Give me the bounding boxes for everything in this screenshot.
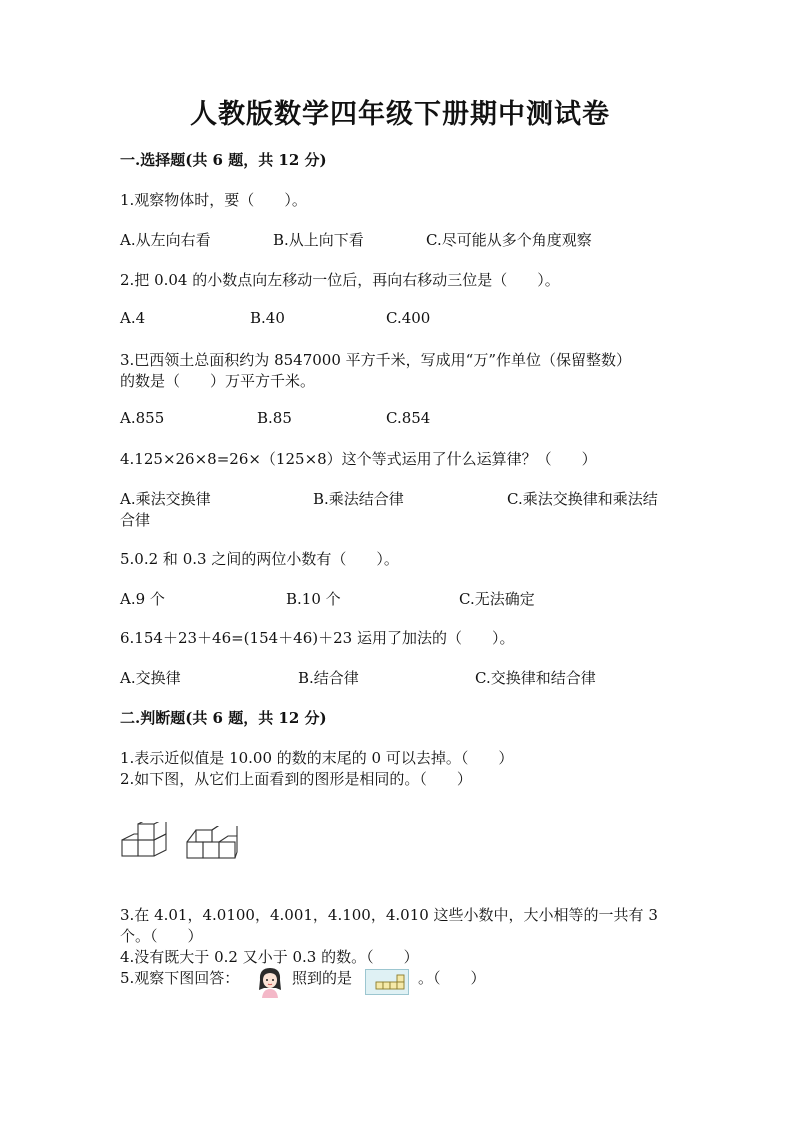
question-6: 6.154＋23＋46=(154＋46)＋23 运用了加法的（ ）。 bbox=[120, 629, 515, 647]
q6-option-c: C.交换律和结合律 bbox=[475, 669, 596, 687]
q1-option-b: B.从上向下看 bbox=[273, 231, 364, 249]
q6-option-a: A.交换律 bbox=[120, 669, 181, 687]
q5-option-a: A.9 个 bbox=[120, 590, 165, 608]
judgement-5-suffix: 。（ ） bbox=[418, 969, 486, 987]
section-heading-choice: 一.选择题(共 6 题，共 12 分) bbox=[120, 151, 327, 169]
question-2: 2.把 0.04 的小数点向左移动一位后，再向右移动三位是（ ）。 bbox=[120, 271, 560, 289]
top-view-figure bbox=[365, 969, 409, 995]
q3-option-c: C.854 bbox=[386, 409, 431, 427]
q4-option-b: B.乘法结合律 bbox=[313, 490, 404, 508]
question-3-line2: 的数是（ ）万平方千米。 bbox=[120, 372, 316, 390]
q6-option-b: B.结合律 bbox=[298, 669, 359, 687]
q3-option-a: A.855 bbox=[120, 409, 165, 427]
q1-option-c: C.尽可能从多个角度观察 bbox=[426, 231, 592, 249]
q4-option-c: C.乘法交换律和乘法结 bbox=[507, 490, 658, 508]
judgement-5-prefix: 5.观察下图回答： bbox=[120, 969, 240, 987]
q5-option-b: B.10 个 bbox=[286, 590, 341, 608]
judgement-3-line1: 3.在 4.01，4.0100，4.001，4.100，4.010 这些小数中，大小相等的一共有 3 bbox=[120, 906, 658, 924]
judgement-5-middle: 照到的是 bbox=[292, 969, 353, 987]
judgement-2: 2.如下图，从它们上面看到的图形是相同的。（ ） bbox=[120, 770, 472, 788]
question-5: 5.0.2 和 0.3 之间的两位小数有（ ）。 bbox=[120, 550, 399, 568]
question-1: 1.观察物体时，要（ ）。 bbox=[120, 191, 307, 209]
q2-option-a: A.4 bbox=[120, 309, 146, 327]
cube-figure-right bbox=[186, 826, 240, 862]
q2-option-b: B.40 bbox=[250, 309, 285, 327]
judgement-4: 4.没有既大于 0.2 又小于 0.3 的数。（ ） bbox=[120, 948, 419, 966]
page-title: 人教版数学四年级下册期中测试卷 bbox=[190, 99, 610, 130]
q3-option-b: B.85 bbox=[257, 409, 292, 427]
judgement-3-line2: 个。（ ） bbox=[120, 927, 203, 945]
q1-option-a: A.从左向右看 bbox=[120, 231, 211, 249]
q2-option-c: C.400 bbox=[386, 309, 431, 327]
question-3-line1: 3.巴西领土总面积约为 8547000 平方千米，写成用“万”作单位（保留整数） bbox=[120, 351, 631, 369]
question-4: 4.125×26×8=26×（125×8）这个等式运用了什么运算律？（ ） bbox=[120, 450, 597, 468]
q5-option-c: C.无法确定 bbox=[459, 590, 535, 608]
judgement-1: 1.表示近似值是 10.00 的数的末尾的 0 可以去掉。（ ） bbox=[120, 749, 514, 767]
section-heading-judgement: 二.判断题(共 6 题，共 12 分) bbox=[120, 709, 327, 727]
cube-figure-left bbox=[121, 822, 173, 862]
q4-option-c-wrap: 合律 bbox=[120, 511, 151, 529]
girl-icon bbox=[256, 966, 284, 996]
q4-option-a: A.乘法交换律 bbox=[120, 490, 211, 508]
